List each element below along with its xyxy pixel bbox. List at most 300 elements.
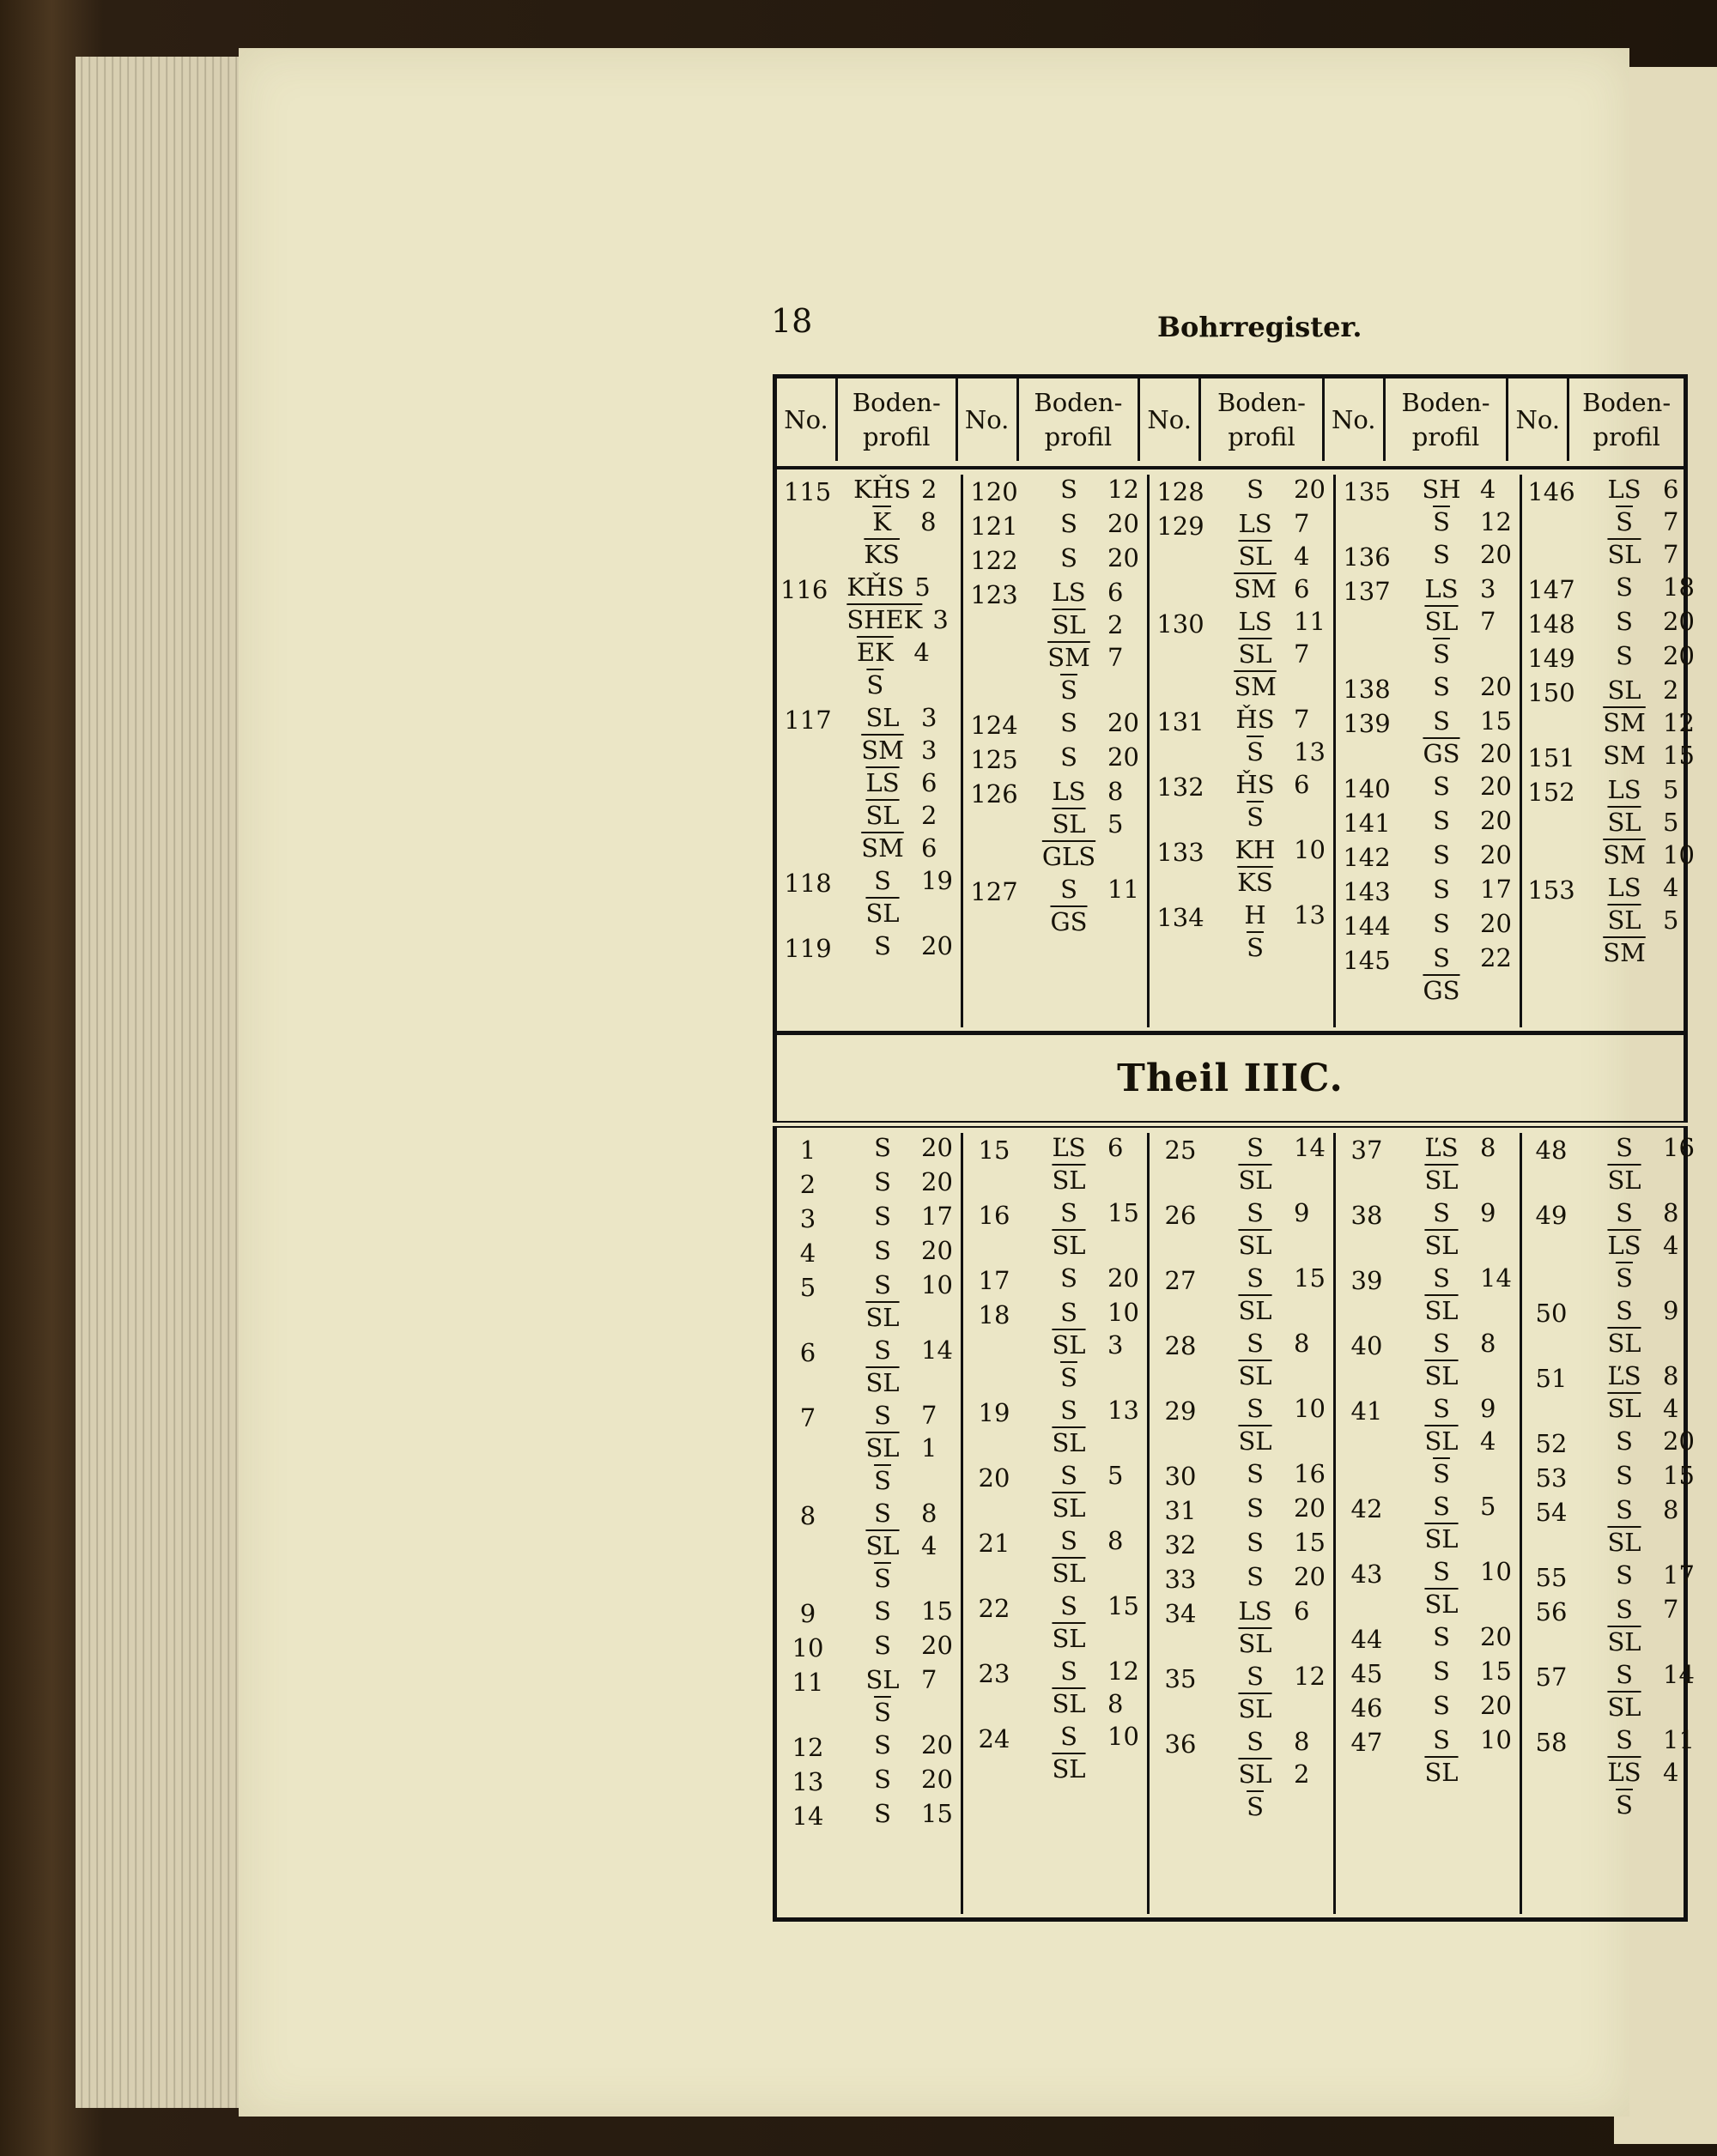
soil-layer xyxy=(1227,1596,1333,1629)
soil-code: S xyxy=(874,1335,891,1365)
layer-depth: 10 xyxy=(1663,840,1695,869)
boring-entry xyxy=(1339,1622,1520,1656)
bohrregister-table xyxy=(773,374,1695,1922)
layer-depth: 20 xyxy=(1480,540,1512,569)
soil-code: S xyxy=(1616,1461,1633,1490)
soil-layer xyxy=(1041,1559,1147,1591)
header-column xyxy=(1140,379,1325,461)
boring-entry xyxy=(1153,607,1333,705)
entry-number: 5 xyxy=(799,1273,816,1302)
boring-entry xyxy=(1526,641,1702,675)
soil-layer xyxy=(1596,1426,1702,1459)
entry-number: 41 xyxy=(1350,1396,1383,1426)
entry-number: 6 xyxy=(799,1338,816,1367)
soil-profile xyxy=(1208,705,1333,770)
soil-profile xyxy=(1022,742,1147,775)
entry-number: 45 xyxy=(1350,1659,1383,1688)
boring-entry xyxy=(967,742,1147,777)
soil-layer xyxy=(1227,705,1333,737)
table-column xyxy=(1522,1133,1702,1914)
soil-code: S xyxy=(1616,607,1633,636)
soil-profile xyxy=(1394,1691,1520,1723)
boring-entry xyxy=(1153,835,1333,900)
soil-layer xyxy=(854,833,961,866)
soil-layer xyxy=(1413,1133,1520,1166)
soil-profile xyxy=(1394,1198,1520,1263)
layer-depth: 15 xyxy=(921,1799,953,1828)
soil-code: S xyxy=(874,1133,891,1162)
boring-entry xyxy=(1339,1492,1520,1557)
soil-profile xyxy=(835,1270,961,1335)
boring-entry xyxy=(967,1526,1147,1591)
layer-depth: 8 xyxy=(921,1499,937,1528)
soil-code: S xyxy=(1433,672,1450,701)
layer-depth: 13 xyxy=(1294,900,1326,930)
boring-entry xyxy=(1339,1198,1520,1263)
entry-number: 137 xyxy=(1343,577,1391,606)
layer-depth: 9 xyxy=(1294,1198,1310,1227)
entry-number: 48 xyxy=(1535,1136,1568,1165)
layer-depth: 20 xyxy=(1480,806,1512,835)
soil-profile xyxy=(1394,1557,1520,1622)
soil-layer xyxy=(1596,1361,1702,1394)
layer-depth: 20 xyxy=(921,1133,953,1162)
entry-number: 145 xyxy=(1343,946,1391,975)
entry-number: 23 xyxy=(978,1659,1010,1688)
soil-layer xyxy=(1413,639,1520,672)
soil-layer xyxy=(1227,509,1333,542)
soil-profile xyxy=(835,1499,961,1596)
boring-entry xyxy=(1153,1394,1333,1459)
entry-number: 8 xyxy=(799,1501,816,1530)
soil-layer xyxy=(1041,675,1147,708)
soil-layer xyxy=(1227,1296,1333,1329)
soil-profile xyxy=(1394,475,1520,540)
soil-profile xyxy=(1022,1526,1147,1591)
entry-number: 136 xyxy=(1343,542,1391,572)
boring-entry xyxy=(967,1298,1147,1396)
soil-layer xyxy=(1596,1627,1702,1660)
soil-code: S xyxy=(1433,540,1450,569)
book-page xyxy=(239,48,1695,2117)
layer-depth: 11 xyxy=(1294,607,1326,636)
soil-layer xyxy=(1041,578,1147,610)
soil-profile xyxy=(1022,1461,1147,1526)
entry-number: 133 xyxy=(1156,838,1204,867)
soil-profile xyxy=(1577,1560,1702,1593)
soil-layer xyxy=(854,1799,961,1832)
soil-layer xyxy=(1596,1725,1702,1758)
soil-layer xyxy=(854,1665,961,1698)
soil-layer xyxy=(1041,1656,1147,1689)
entry-number: 7 xyxy=(799,1403,816,1432)
soil-code: $\overline{GS}$ xyxy=(1423,739,1460,768)
soil-layer xyxy=(1227,1426,1333,1459)
soil-layer xyxy=(854,1499,961,1531)
layer-depth: 6 xyxy=(1294,1596,1310,1626)
soil-code: S xyxy=(1433,706,1450,736)
soil-layer xyxy=(1596,741,1702,773)
page-stack-edges xyxy=(76,57,247,2108)
entry-number: 38 xyxy=(1350,1201,1383,1230)
soil-profile xyxy=(1394,1656,1520,1689)
layer-depth: 5 xyxy=(1663,775,1679,804)
soil-code: $\overline{SL}$ xyxy=(1238,1231,1272,1260)
soil-layer xyxy=(854,801,961,833)
boring-entry xyxy=(1526,1133,1702,1198)
entry-number: 134 xyxy=(1156,903,1204,932)
soil-code: $\overline{GS}$ xyxy=(1423,976,1460,1005)
boring-entry xyxy=(780,1167,961,1202)
soil-layer xyxy=(1227,1562,1333,1595)
entry-number: 17 xyxy=(978,1266,1010,1295)
entry-number: 46 xyxy=(1350,1693,1383,1723)
soil-code: S xyxy=(1060,1722,1077,1751)
soil-code: $\overline{S}$ xyxy=(1616,1263,1633,1293)
boring-entry xyxy=(780,1765,961,1799)
soil-code: S xyxy=(1433,1691,1450,1720)
soil-profile xyxy=(1208,1133,1333,1198)
soil-code: S xyxy=(1433,1198,1450,1227)
layer-depth: 20 xyxy=(1107,1263,1139,1293)
entry-number: 16 xyxy=(978,1201,1010,1230)
soil-profile xyxy=(1208,607,1333,705)
boring-entry xyxy=(1526,775,1702,873)
boring-entry xyxy=(1153,475,1333,509)
soil-profile xyxy=(835,1665,961,1730)
soil-layer xyxy=(854,1133,961,1166)
soil-code: S xyxy=(1616,1296,1633,1325)
soil-profile xyxy=(1577,1725,1702,1823)
header-column xyxy=(958,379,1141,461)
soil-code: S xyxy=(1616,1495,1633,1524)
entry-number: 150 xyxy=(1527,678,1575,707)
layer-depth: 12 xyxy=(1107,1656,1139,1686)
soil-layer xyxy=(853,475,961,507)
boring-entry xyxy=(967,1722,1147,1787)
soil-code: $\overline{SL}$ xyxy=(1052,809,1086,839)
layer-depth: 13 xyxy=(1294,737,1326,766)
soil-profile xyxy=(1577,1361,1702,1426)
boring-entry xyxy=(780,1270,961,1335)
soil-layer xyxy=(1041,1363,1147,1396)
soil-code: S xyxy=(1433,772,1450,801)
soil-code: $\overline{S}$ xyxy=(1247,737,1264,766)
boring-entry xyxy=(967,1591,1147,1656)
soil-layer xyxy=(1413,540,1520,572)
soil-profile xyxy=(1394,806,1520,839)
soil-layer xyxy=(1227,1361,1333,1394)
entry-number: 43 xyxy=(1350,1559,1383,1589)
layer-depth: 14 xyxy=(921,1335,953,1365)
layer-depth: 4 xyxy=(921,1531,937,1560)
boring-entry xyxy=(1153,705,1333,770)
layer-depth: 7 xyxy=(1480,607,1496,636)
soil-code: S xyxy=(874,1202,891,1231)
soil-profile xyxy=(1208,770,1333,835)
soil-code: S xyxy=(1433,1492,1450,1521)
entry-number: 143 xyxy=(1343,877,1391,906)
layer-depth: 20 xyxy=(1480,1622,1512,1651)
soil-code: $\overline{SL}$ xyxy=(1607,1627,1641,1656)
soil-code: $\overline{SL}$ xyxy=(1424,1758,1459,1787)
soil-code: LS xyxy=(1607,873,1641,902)
boring-entry xyxy=(780,572,961,703)
soil-code: $\overline{LS}$ xyxy=(865,768,900,797)
soil-layer xyxy=(854,1368,961,1401)
boring-entry xyxy=(1526,475,1702,572)
boring-entry xyxy=(1153,1662,1333,1727)
soil-code: $\overline{SL}$ xyxy=(1607,1394,1641,1423)
boring-entry xyxy=(1339,943,1520,1008)
layer-depth: 20 xyxy=(1294,1562,1326,1591)
soil-profile xyxy=(1577,1595,1702,1660)
soil-layer xyxy=(1041,643,1147,675)
table-column xyxy=(1150,475,1336,1027)
soil-profile xyxy=(1394,1263,1520,1329)
soil-layer xyxy=(1413,507,1520,540)
soil-code: S xyxy=(1060,1298,1077,1327)
soil-code: $\overline{SL}$ xyxy=(1424,607,1459,636)
soil-layer xyxy=(1596,1461,1702,1493)
soil-profile xyxy=(1208,475,1333,507)
boring-entry xyxy=(1339,1133,1520,1198)
soil-layer xyxy=(1413,1394,1520,1426)
soil-profile xyxy=(835,1401,961,1499)
boring-entry xyxy=(1153,1133,1333,1198)
soil-code: S xyxy=(1433,875,1450,904)
layer-depth: 6 xyxy=(1294,770,1310,799)
soil-profile xyxy=(1577,1426,1702,1459)
layer-depth: 8 xyxy=(1107,777,1124,806)
soil-profile xyxy=(1208,1198,1333,1263)
layer-depth: 4 xyxy=(1663,1394,1679,1423)
soil-code: H xyxy=(1244,900,1266,930)
layer-depth: 2 xyxy=(921,475,937,504)
layer-depth: 6 xyxy=(1294,574,1310,603)
boring-entry xyxy=(1153,1596,1333,1662)
soil-layer xyxy=(1596,475,1702,507)
soil-layer xyxy=(1041,1298,1147,1330)
entry-number: 1 xyxy=(799,1136,816,1165)
table-column xyxy=(1150,1133,1336,1914)
soil-profile xyxy=(1022,777,1147,875)
boring-entry xyxy=(1526,873,1702,971)
entry-number: 25 xyxy=(1164,1136,1197,1165)
soil-profile xyxy=(1208,835,1333,900)
soil-profile xyxy=(1022,1722,1147,1787)
soil-layer xyxy=(1041,1133,1147,1166)
boring-entry xyxy=(1153,1329,1333,1394)
soil-code: $\overline{GS}$ xyxy=(1050,907,1088,936)
entry-number: 57 xyxy=(1535,1662,1568,1692)
entry-number: 131 xyxy=(1156,707,1204,736)
soil-profile xyxy=(1577,873,1702,971)
header-column xyxy=(1325,379,1509,461)
soil-code: $\overline{SL}$ xyxy=(865,1303,900,1332)
boring-entry xyxy=(1339,772,1520,806)
soil-layer xyxy=(853,507,961,540)
boring-entry xyxy=(1526,572,1702,607)
entry-number: 127 xyxy=(970,877,1018,906)
header-bodenprofil: Boden- profil xyxy=(1582,388,1671,451)
soil-profile xyxy=(1208,1263,1333,1329)
soil-layer xyxy=(1227,802,1333,835)
layer-depth: 15 xyxy=(1480,706,1512,736)
soil-layer xyxy=(1413,1263,1520,1296)
boring-entry xyxy=(1339,1656,1520,1691)
soil-profile xyxy=(1577,1495,1702,1560)
layer-depth: 14 xyxy=(1663,1660,1695,1689)
soil-layer xyxy=(1227,1263,1333,1296)
soil-code: S xyxy=(1247,1727,1264,1756)
soil-code: ĽS xyxy=(1607,1361,1641,1390)
header-column xyxy=(777,379,958,461)
soil-layer xyxy=(1413,1622,1520,1655)
soil-layer xyxy=(854,1236,961,1269)
soil-code: S xyxy=(1247,1562,1264,1591)
soil-code: $\overline{KS}$ xyxy=(864,540,900,569)
soil-code: LS xyxy=(1238,1596,1272,1626)
boring-entry xyxy=(1153,1493,1333,1528)
soil-code: S xyxy=(1433,1622,1450,1651)
soil-layer xyxy=(1596,905,1702,938)
layer-depth: 12 xyxy=(1107,475,1139,504)
layer-depth: 9 xyxy=(1480,1394,1496,1423)
soil-code: S xyxy=(1247,1198,1264,1227)
boring-entry xyxy=(780,1631,961,1665)
boring-entry xyxy=(780,1236,961,1270)
soil-layer xyxy=(1413,1459,1520,1492)
soil-layer xyxy=(1227,542,1333,574)
soil-profile xyxy=(835,1596,961,1629)
soil-code: $\overline{S}$ xyxy=(1247,1792,1264,1821)
soil-profile xyxy=(1577,1198,1702,1296)
soil-layer xyxy=(854,1433,961,1466)
entry-number: 117 xyxy=(784,706,832,735)
soil-layer xyxy=(1041,1231,1147,1263)
soil-layer xyxy=(1041,1428,1147,1461)
header-no: No. xyxy=(777,379,838,461)
header-column xyxy=(1508,379,1684,461)
soil-layer xyxy=(1413,1296,1520,1329)
soil-code: S xyxy=(1060,543,1077,572)
soil-code: $\overline{SL}$ xyxy=(1607,1528,1641,1557)
entry-number: 142 xyxy=(1343,843,1391,872)
boring-entry xyxy=(780,1202,961,1236)
layer-depth: 7 xyxy=(1663,507,1679,536)
entry-number: 128 xyxy=(1156,477,1204,506)
entry-number: 2 xyxy=(799,1170,816,1199)
soil-code: KH xyxy=(1235,835,1276,864)
boring-entry xyxy=(1526,1426,1702,1461)
entry-number: 37 xyxy=(1350,1136,1383,1165)
soil-code: S xyxy=(1433,1557,1450,1586)
entry-number: 125 xyxy=(970,745,1018,774)
soil-code: LS xyxy=(1607,475,1641,504)
soil-code: $\overline{SL}$ xyxy=(1424,1590,1459,1619)
soil-profile xyxy=(834,475,961,572)
soil-profile xyxy=(835,1335,961,1401)
soil-layer xyxy=(1596,607,1702,639)
soil-code: ȞS xyxy=(1235,705,1275,734)
entry-number: 40 xyxy=(1350,1331,1383,1360)
layer-depth: 7 xyxy=(921,1401,937,1430)
layer-depth: 10 xyxy=(1294,835,1326,864)
entry-number: 132 xyxy=(1156,772,1204,802)
layer-depth: 11 xyxy=(1663,1725,1695,1754)
soil-layer xyxy=(1596,873,1702,905)
boring-entry xyxy=(1339,1394,1520,1492)
soil-layer xyxy=(1596,1231,1702,1263)
layer-depth: 7 xyxy=(1294,639,1310,669)
soil-profile xyxy=(1208,1459,1333,1492)
soil-code: S xyxy=(1433,1725,1450,1754)
soil-layer xyxy=(1413,706,1520,739)
entry-number: 121 xyxy=(970,512,1018,541)
boring-entry xyxy=(967,1198,1147,1263)
boring-entry xyxy=(1339,574,1520,672)
soil-layer xyxy=(1413,574,1520,607)
boring-entry xyxy=(1339,1725,1520,1790)
soil-code: $\overline{SL}$ xyxy=(1238,1166,1272,1195)
boring-entry xyxy=(967,543,1147,578)
soil-code: $\overline{SL}$ xyxy=(1052,1330,1086,1360)
soil-code: $\overline{S}$ xyxy=(1060,675,1077,705)
soil-layer xyxy=(1041,1689,1147,1722)
soil-profile xyxy=(1394,772,1520,804)
layer-depth: 20 xyxy=(1480,840,1512,869)
soil-layer xyxy=(1596,808,1702,840)
soil-profile xyxy=(1577,1660,1702,1725)
soil-code: S xyxy=(1247,1133,1264,1162)
table-block-main xyxy=(773,469,1695,1035)
entry-number: 52 xyxy=(1535,1429,1568,1458)
soil-layer xyxy=(1227,1759,1333,1792)
boring-entry xyxy=(967,1461,1147,1526)
soil-profile xyxy=(1022,875,1147,940)
soil-layer xyxy=(854,1765,961,1797)
boring-entry xyxy=(1153,1198,1333,1263)
boring-entry xyxy=(1526,675,1702,741)
soil-code: S xyxy=(1433,1394,1450,1423)
boring-entry xyxy=(780,475,961,572)
soil-profile xyxy=(1394,875,1520,907)
soil-layer xyxy=(854,1531,961,1564)
soil-code: SH xyxy=(1422,475,1461,504)
soil-profile xyxy=(835,1799,961,1832)
table-header-row xyxy=(773,374,1688,461)
soil-code: S xyxy=(1616,572,1633,602)
soil-layer xyxy=(853,540,961,572)
soil-code: $\overline{S}$ xyxy=(1433,507,1450,536)
header-no: No. xyxy=(958,379,1019,461)
soil-layer xyxy=(1041,509,1147,542)
soil-layer xyxy=(854,899,961,931)
soil-profile xyxy=(1577,775,1702,873)
soil-code: S xyxy=(1060,742,1077,772)
entry-number: 56 xyxy=(1535,1597,1568,1626)
boring-entry xyxy=(780,1665,961,1730)
layer-depth: 20 xyxy=(1663,641,1695,670)
soil-profile xyxy=(1208,509,1333,607)
entry-number: 116 xyxy=(780,575,828,604)
soil-profile xyxy=(835,1202,961,1234)
soil-layer xyxy=(854,703,961,736)
layer-depth: 2 xyxy=(921,801,937,830)
boring-entry xyxy=(780,1133,961,1167)
layer-depth: 1 xyxy=(921,1433,937,1463)
